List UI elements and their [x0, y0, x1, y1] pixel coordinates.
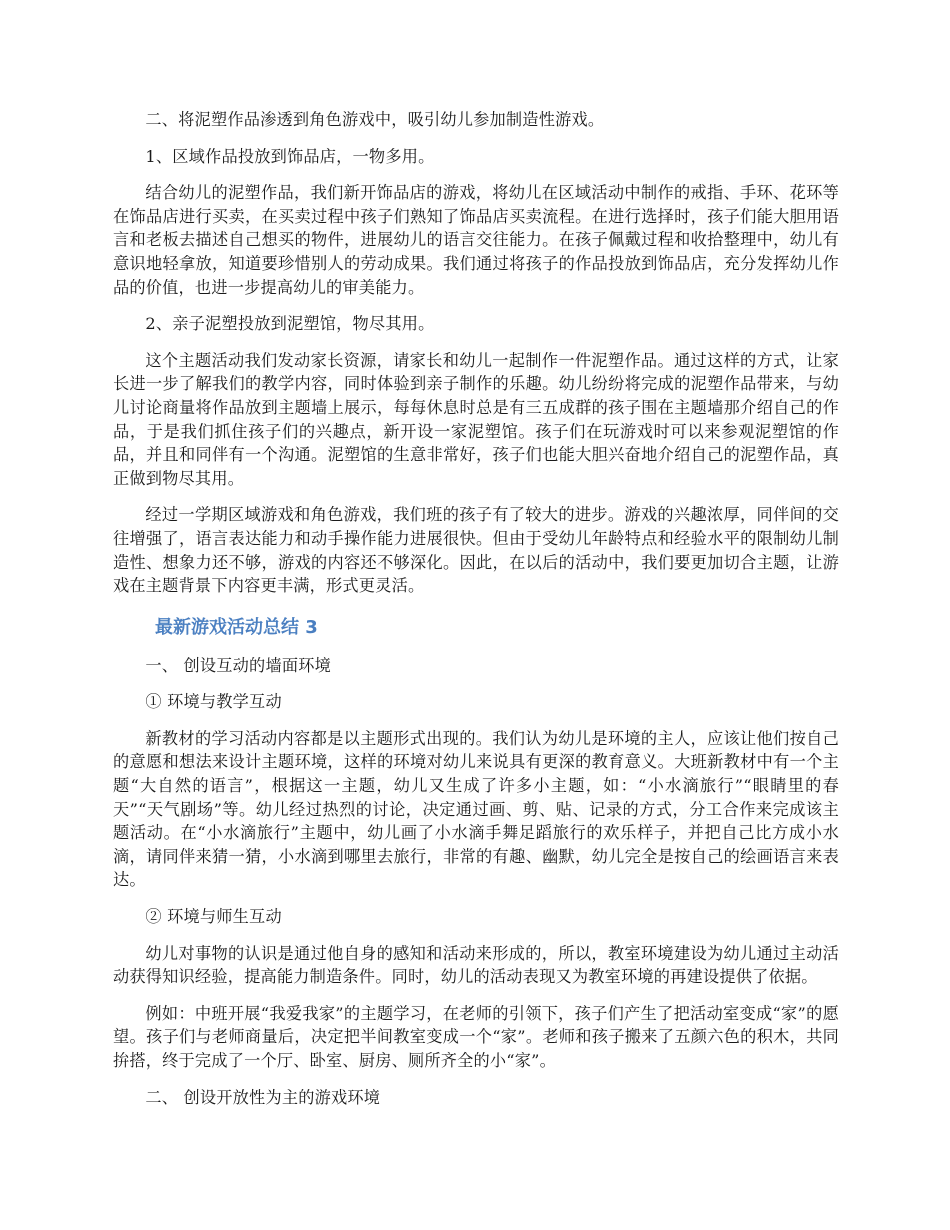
paragraph: 1、区域作品投放到饰品店，一物多用。: [145, 146, 435, 166]
paragraph: 二、将泥塑作品渗透到角色游戏中，吸引幼儿参加制造性游戏。: [145, 110, 605, 129]
document-page: [113, 108, 839, 1122]
paragraph: ① 环境与教学互动: [145, 692, 282, 712]
paragraph: 例如：中班开展“我爱我家”的主题学习，在老师的引领下，孩子们产生了把活动室变成“家”的愿望。孩子们与老师商量后，决定把半间教室变成一个“家”。老师和孩子搬来了五颜六色的积木，共同拚搭，终于完成了一个厅、卧室、厨房、厕所齐全的小“家”。: [113, 1003, 839, 1070]
paragraph: ② 环境与师生互动: [145, 907, 282, 927]
section-heading: 最新游戏活动总结 3: [155, 616, 318, 638]
paragraph: 二、 创设开放性为主的游戏环境: [145, 1087, 381, 1107]
paragraph: 经过一学期区域游戏和角色游戏，我们班的孩子有了较大的进步。游戏的兴趣浓厚，同伴间的交往增强了，语言表达能力和动手操作能力进展很快。但由于受幼儿年龄特点和经验水平的限制幼儿制造性、想象力还不够，游戏的内容还不够深化。因此，在以后的活动中，我们要更加切合主题，让游戏在主题背景下内容更丰满，形式更灵活。: [113, 505, 839, 596]
paragraph: 结合幼儿的泥塑作品，我们新开饰品店的游戏，将幼儿在区域活动中制作的戒指、手环、花环等在饰品店进行买卖，在买卖过程中孩子们熟知了饰品店买卖流程。在进行选择时，孩子们能大胆用语言和老板去描述自己想买的物件，进展幼儿的语言交往能力。在孩子佩戴过程和收拾整理中，幼儿有意识地轻拿放，知道要珍惜别人的劳动成果。我们通过将孩子的作品投放到饰品店，充分发挥幼儿作品的价值，也进一步提高幼儿的审美能力。: [113, 183, 839, 297]
paragraph: 一、 创设互动的墙面环境: [145, 655, 331, 675]
paragraph: 这个主题活动我们发动家长资源，请家长和幼儿一起制作一件泥塑作品。通过这样的方式，让家长进一步了解我们的教学内容，同时体验到亲子制作的乐趣。幼儿纷纷将完成的泥塑作品带来，与幼儿讨论商量将作品放到主题墙上展示，每每休息时总是有三五成群的孩子围在主题墙那介绍自己的作品，于是我们抓住孩子们的兴趣点，新开设一家泥塑馆。孩子们在玩游戏时可以来参观泥塑馆的作品，并且和同伴有一个沟通。泥塑馆的生意非常好，孩子们也能大胆兴奋地介绍自己的泥塑作品，真正做到物尽其用。: [113, 350, 839, 488]
paragraph: 2、亲子泥塑投放到泥塑馆，物尽其用。: [145, 314, 435, 334]
paragraph: 幼儿对事物的认识是通过他自身的感知和活动来形成的，所以，教室环境建设为幼儿通过主动活动获得知识经验，提高能力制造条件。同时，幼儿的活动表现又为教室环境的再建设提供了依据。: [113, 943, 839, 987]
paragraph: 新教材的学习活动内容都是以主题形式出现的。我们认为幼儿是环境的主人，应该让他们按自己的意愿和想法来设计主题环境，这样的环境对幼儿来说具有更深的教育意义。大班新教材中有一个主题“大自然的语言”，根据这一主题，幼儿又生成了许多小主题，如：“小水滴旅行”“眼睛里的春天”“天气剧场”等。幼儿经过热烈的讨论，决定通过画、剪、贴、记录的方式，分工合作来完成该主题活动。在“小水滴旅行”主题中，幼儿画了小水滴手舞足蹈旅行的欢乐样子，并把自己比方成小水滴，请同伴来猜一猜，小水滴到哪里去旅行，非常的有趣、幽默，幼儿完全是按自己的绘画语言来表达。: [113, 728, 839, 890]
